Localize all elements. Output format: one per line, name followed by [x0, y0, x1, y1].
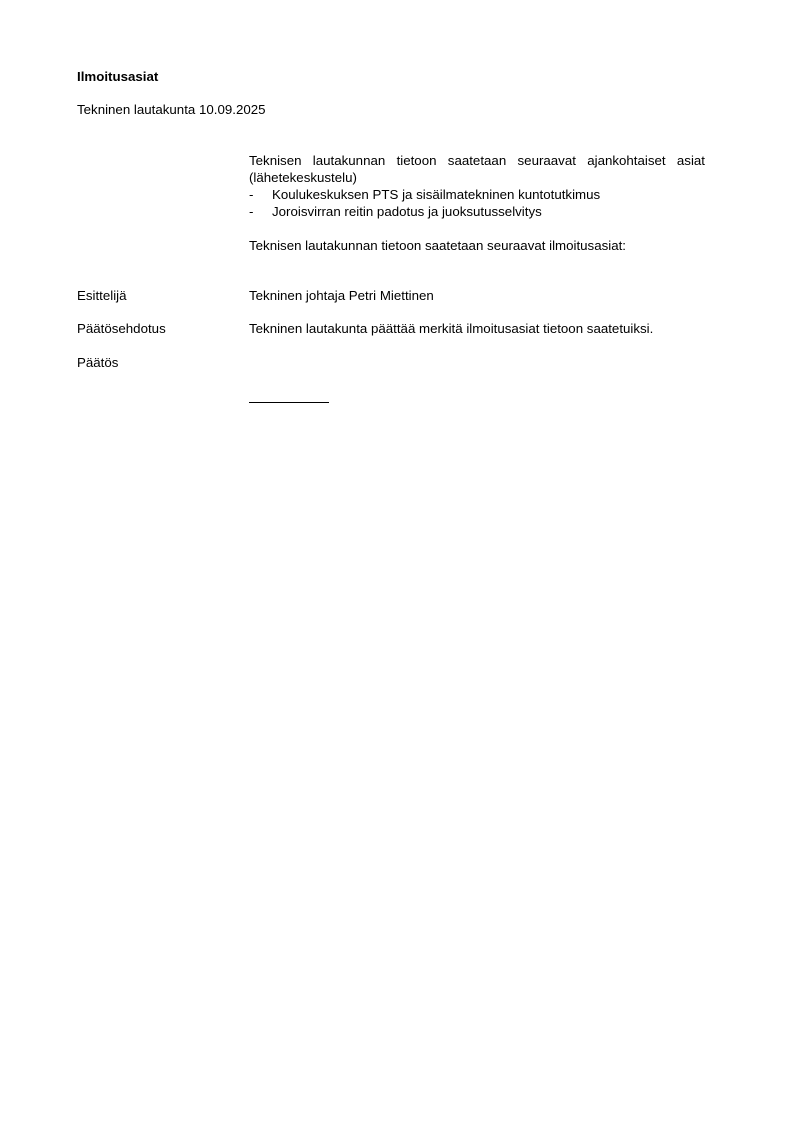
- proposal-value: Tekninen lautakunta päättää merkitä ilmoitusasiat tietoon saatetuiksi.: [249, 321, 654, 336]
- document-heading: Ilmoitusasiat: [77, 69, 159, 84]
- list-item-text: Koulukeskuksen PTS ja sisäilmatekninen kuntotutkimus: [272, 187, 601, 202]
- decision-label: Päätös: [77, 355, 119, 370]
- bullet-marker: -: [249, 187, 254, 202]
- presenter-label: Esittelijä: [77, 288, 127, 303]
- agenda-body: [249, 152, 705, 254]
- proposal-label: Päätösehdotus: [77, 321, 166, 336]
- list-item: [249, 203, 705, 220]
- topic-list: [249, 186, 705, 220]
- list-item: [249, 186, 705, 203]
- presenter-value: Tekninen johtaja Petri Miettinen: [249, 288, 434, 303]
- intro-paragraph: Teknisen lautakunnan tietoon saatetaan seuraavat ajankohtaiset asiat: [249, 153, 705, 168]
- bullet-marker: -: [249, 204, 254, 219]
- list-item-text: Joroisvirran reitin padotus ja juoksutusselvitys: [272, 204, 542, 219]
- meeting-title: Tekninen lautakunta 10.09.2025: [77, 102, 266, 117]
- intro-paragraph-continuation: (lähetekeskustelu): [249, 170, 357, 185]
- notices-paragraph: Teknisen lautakunnan tietoon saatetaan seuraavat ilmoitusasiat:: [249, 238, 626, 253]
- signature-line: [249, 402, 329, 403]
